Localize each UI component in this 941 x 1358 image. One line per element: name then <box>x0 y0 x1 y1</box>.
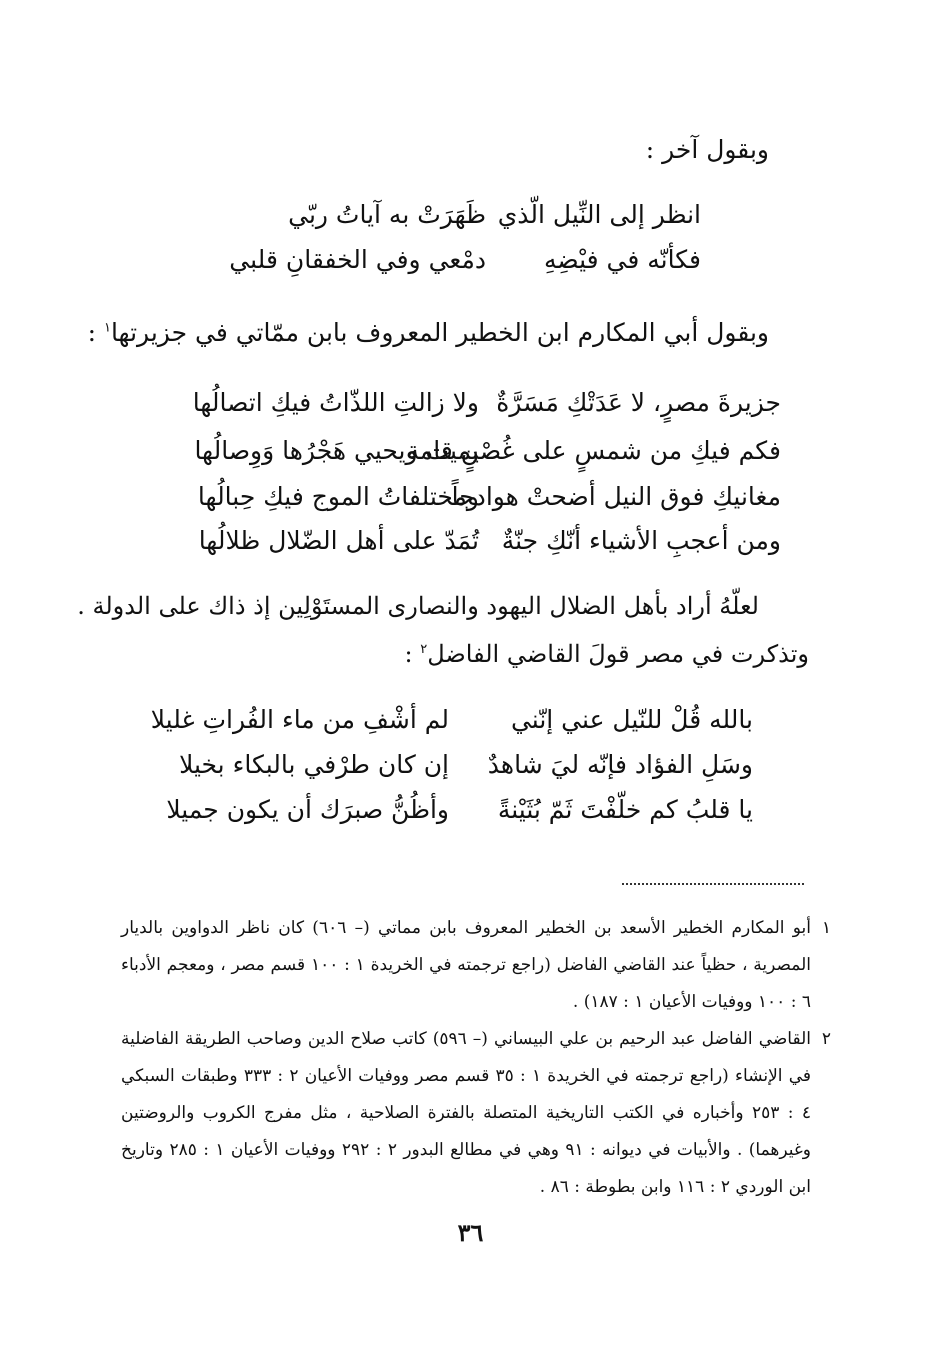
poem-1-hemistich-b: ظَهَرَتْ به آياتُ ربّي <box>288 200 486 229</box>
poem-2-hemistich-b: تُمَدّ على أهل الضّلال ظلالُها <box>198 526 479 555</box>
poem-3-hemistich-b: إن كان طرْفي بالبكاء بخيلا <box>179 750 449 779</box>
footnote-number: ٢ <box>821 1029 831 1049</box>
footnote-text: أبو المكارم الخطير الأسعد بن الخطير المعروف بابن مماتي (– ٦٠٦) كان ناظر الدواوين بالديار المصرية ، حظياً عند القاضي الفاضل (راجع ترجمته في الخريدة ١ : ١٠٠ قسم مصر ، ومعجم الأدباء ٦ : ١٠٠ ووفيات الأعيان ١ : ١٨٧) . <box>121 918 811 1012</box>
poem-3-hemistich-a: وسَلِ الفؤاد فإنّه ليَ شاهدٌ <box>487 750 753 779</box>
intro-2-colon: : <box>87 318 104 347</box>
prose-line-2 <box>405 640 809 668</box>
footnote-ref-1: ١ <box>103 320 111 336</box>
poem-3-hemistich-b: لم أشْفِ من ماء الفُراتِ غليلا <box>150 705 449 734</box>
prose-2-text: وتذكرت في مصر قولَ القاضي الفاضل <box>427 640 809 668</box>
poem-2-hemistich-a: جزيرةَ مصرٍ، لا عَدَتْكِ مَسَرَّةٌ <box>496 388 781 417</box>
poem-1-hemistich-a: انظر إلى النِّيل الّذي <box>497 200 701 229</box>
prose-2-colon: : <box>404 640 421 668</box>
poem-2-hemistich-a: فكم فيكِ من شمسٍ على غُصْنٍ قامة <box>406 436 781 465</box>
poem-3-hemistich-a: يا قلبُ كم خلّفْتَ ثَمّ بُثَيْنةً <box>497 795 753 824</box>
page-number: ٣٦ <box>457 1218 484 1247</box>
intro-line-1: وبقول آخر : <box>645 135 769 164</box>
footnote-1 <box>121 910 831 1021</box>
footnote-number: ١ <box>821 918 831 938</box>
intro-2-text: وبقول أبي المكارم ابن الخطير المعروف بابن ممّاتي في جزيرتها <box>110 318 769 347</box>
poem-1-hemistich-a: فكأنّه في فيْضِهِ <box>544 245 701 274</box>
footnote-ref-2: ٢ <box>420 642 428 657</box>
footnotes <box>121 910 831 1206</box>
poem-2-hemistich-b: ولا زالتِ اللذّاتُ فيكِ اتصالُها <box>192 388 479 417</box>
prose-line-1: لعلّهُ أراد بأهل الضلال اليهود والنصارى المستَوْلِين إذ ذاك على الدولة . <box>77 592 759 620</box>
poem-2-hemistich-b: ومختلفاتُ الموج فيكِ حِبالُها <box>197 482 479 511</box>
poem-1-hemistich-b: دمْعي وفي الخفقانِ قلبي <box>229 245 486 274</box>
footnote-2 <box>121 1021 831 1206</box>
poem-3-hemistich-b: وأظُنُّ صبرَك أن يكون جميلا <box>166 795 449 824</box>
intro-line-2 <box>88 318 769 347</box>
footnote-text: القاضي الفاضل عبد الرحيم بن علي البيساني (– ٥٩٦) كاتب صلاح الدين وصاحب الطريقة الفاضلية في الإنشاء (راجع ترجمته في الخريدة ١ : ٣٥ قسم مصر ووفيات الأعيان ٢ : ٣٣٣ وطبقات السبكي ٤ : ٢٥٣ وأخباره في الكتب التاريخية المتصلة بالفترة الصلاحية ، مثل مفرج الكروب والروضتين وغيرهما) . والأبيات في ديوانه : ٩١ وهي في مطالع البدور ٢ : ٢٩٢ ووفيات الأعيان ١ : ٢٨٥ وتاريخ ابن الوردي ٢ : ١١٦ وابن بطوطة : ٨٦ . <box>121 1029 811 1197</box>
poem-2-hemistich-a: ومن أعجبِ الأشياء أنّكِ جنّةٌ <box>501 526 781 555</box>
poem-2-hemistich-b: يميت ويحيي هَجْرُها وَوِصالُها <box>194 436 479 465</box>
footnote-divider <box>622 883 804 885</box>
poem-2-hemistich-a: مغانيكِ فوق النيل أضحتْ هوادجاً <box>451 482 781 511</box>
poem-3-hemistich-a: بالله قُلْ للنّيل عني إنّني <box>510 705 753 734</box>
